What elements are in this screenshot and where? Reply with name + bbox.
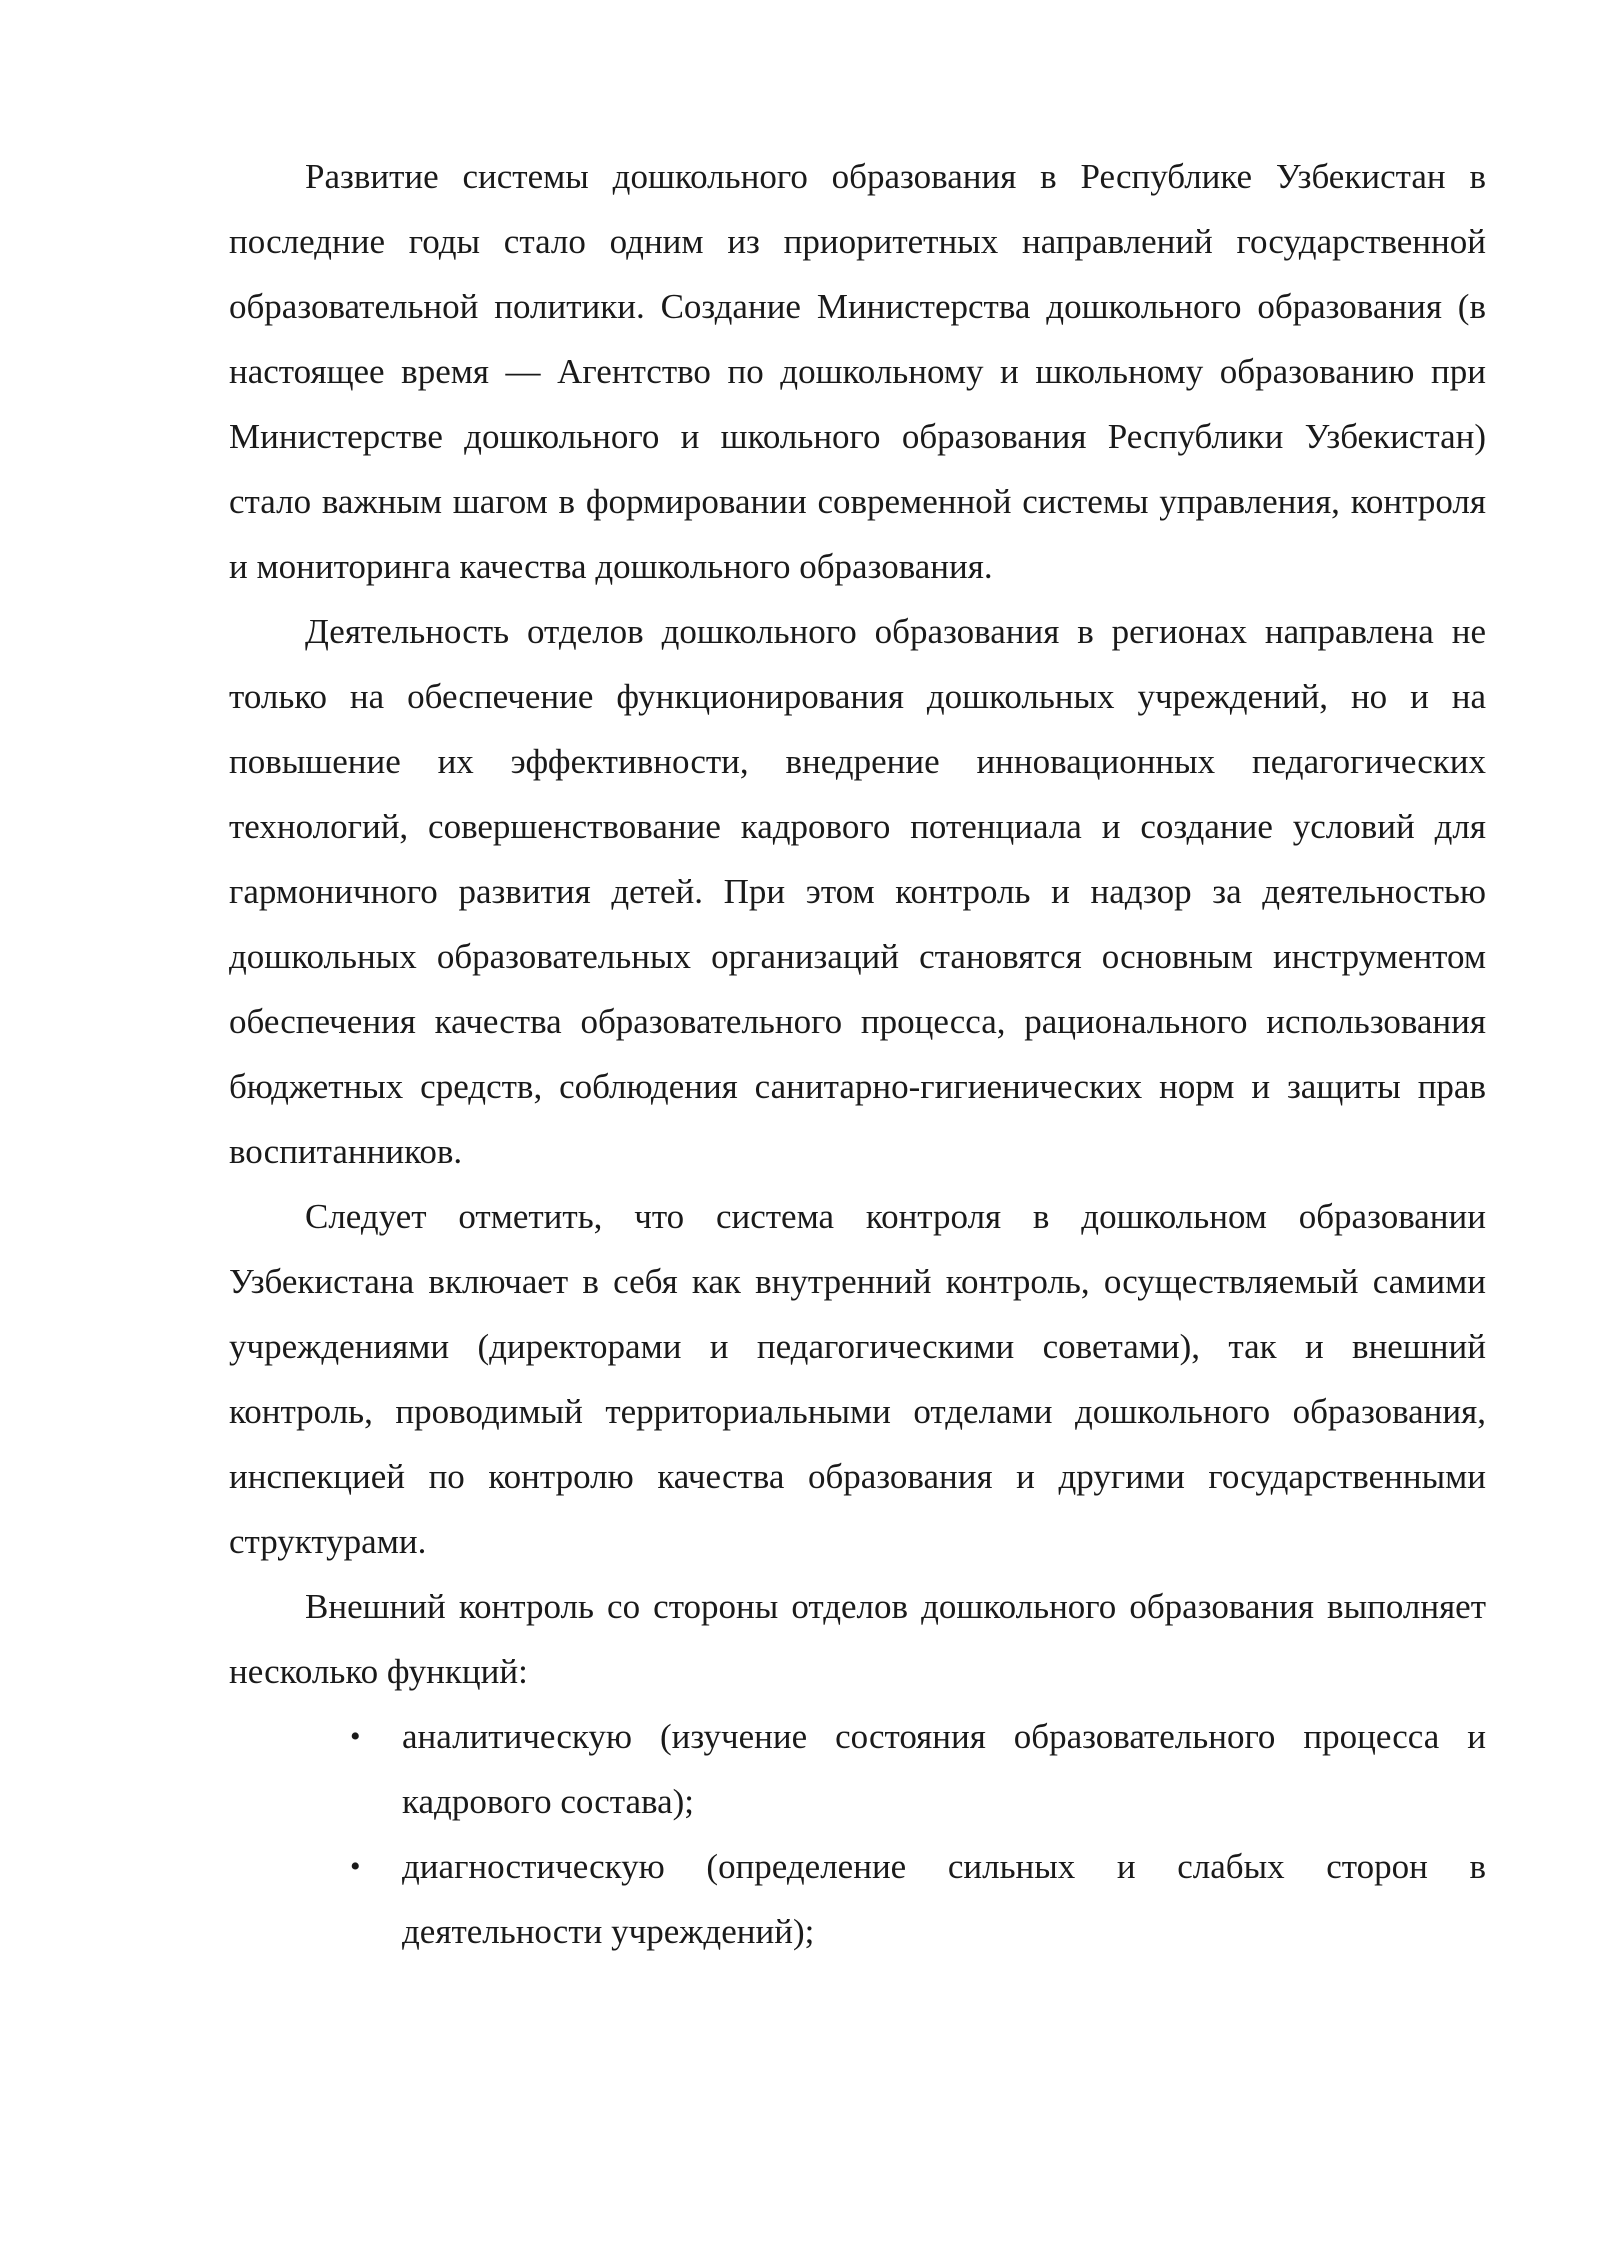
list-item-text: аналитическую (изучение состояния образовательного процесса и кадрового состава); [402, 1717, 1486, 1821]
paragraph-1: Развитие системы дошкольного образования в Республике Узбекистан в последние годы стало одним из приоритетных направлений государственной образовательной политики. Создание Министерства дошкольного образования (в настоящее время — Агентство по дошкольному и школьному образованию при Министерстве дошкольного и школьного образования Республики Узбекистан) стало важным шагом в формировании современной системы управления, контроля и мониторинга качества дошкольного образования. [229, 157, 1486, 586]
list-item [350, 1834, 1486, 1964]
paragraph-2: Деятельность отделов дошкольного образования в регионах направлена не только на обеспечение функционирования дошкольных учреждений, но и на повышение их эффективности, внедрение инновационных педагогических технологий, совершенствование кадрового потенциала и создание условий для гармоничного развития детей. При этом контроль и надзор за деятельностью дошкольных образовательных организаций становятся основным инструментом обеспечения качества образовательного процесса, рационального использования бюджетных средств, соблюдения санитарно-гигиенических норм и защиты прав воспитанников. [229, 612, 1486, 1171]
bullet-icon: • [350, 1850, 361, 1883]
document-body [229, 144, 1486, 1964]
bullet-icon: • [350, 1720, 361, 1753]
list-item [350, 1704, 1486, 1834]
paragraph-4: Внешний контроль со стороны отделов дошкольного образования выполняет несколько функций: [229, 1587, 1486, 1691]
function-list [229, 1704, 1486, 1964]
paragraph-3: Следует отметить, что система контроля в дошкольном образовании Узбекистана включает в себя как внутренний контроль, осуществляемый самими учреждениями (директорами и педагогическими советами), так и внешний контроль, проводимый территориальными отделами дошкольного образования, инспекцией по контролю качества образования и другими государственными структурами. [229, 1197, 1486, 1561]
list-item-text: диагностическую (определение сильных и слабых сторон в деятельности учреждений); [402, 1847, 1486, 1951]
